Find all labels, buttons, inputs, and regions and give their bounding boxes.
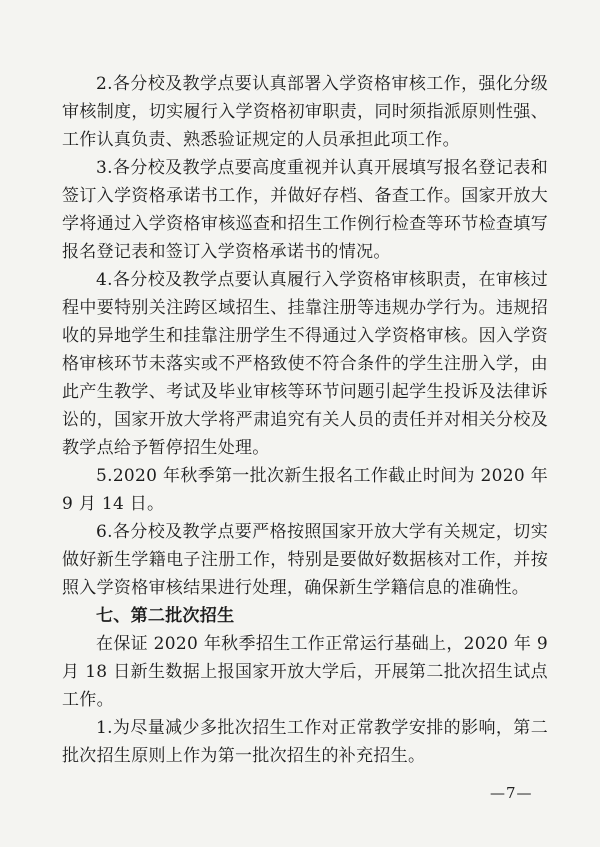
section-paragraph-intro: 在保证 2020 年秋季招生工作正常运行基础上，2020 年 9 月 18 日新生数据上报国家开放大学后，开展第二批次招生试点工作。 <box>62 634 548 710</box>
page-number: —7— <box>490 784 533 802</box>
section-paragraph-item-1: 1.为尽量减少多批次招生工作对正常教学安排的影响，第二批次招生原则上作为第一批次招生的补充招生。 <box>62 718 548 766</box>
paragraph-item-6: 6.各分校及教学点要严格按照国家开放大学有关规定，切实做好新生学籍电子注册工作，特别是要做好数据核对工作，并按照入学资格审核结果进行处理，确保新生学籍信息的准确性。 <box>62 522 548 598</box>
paragraph-item-5: 5.2020 年秋季第一批次新生报名工作截止时间为 2020 年 9 月 14 日。 <box>62 466 548 514</box>
paragraph-item-4: 4.各分校及教学点要认真履行入学资格审核职责，在审核过程中要特别关注跨区域招生、挂靠注册等违规办学行为。违规招收的异地学生和挂靠注册学生不得通过入学资格审核。因入学资格审核环节未落实或不严格致使不符合条件的学生注册入学，由此产生教学、考试及毕业审核等环节问题引起学生投诉及法律诉讼的，国家开放大学将严肃追究有关人员的责任并对相关分校及教学点给予暂停招生处理。 <box>62 270 548 458</box>
paragraph-item-3: 3.各分校及教学点要高度重视并认真开展填写报名登记表和签订入学资格承诺书工作，并做好存档、备查工作。国家开放大学将通过入学资格审核巡查和招生工作例行检查等环节检查填写报名登记表和签订入学资格承诺书的情况。 <box>62 158 548 262</box>
section-heading: 七、第二批次招生 <box>96 606 235 626</box>
paragraph-item-2: 2.各分校及教学点要认真部署入学资格审核工作，强化分级审核制度，切实履行入学资格初审职责，同时须指派原则性强、工作认真负责、熟悉验证规定的人员承担此项工作。 <box>62 74 548 150</box>
